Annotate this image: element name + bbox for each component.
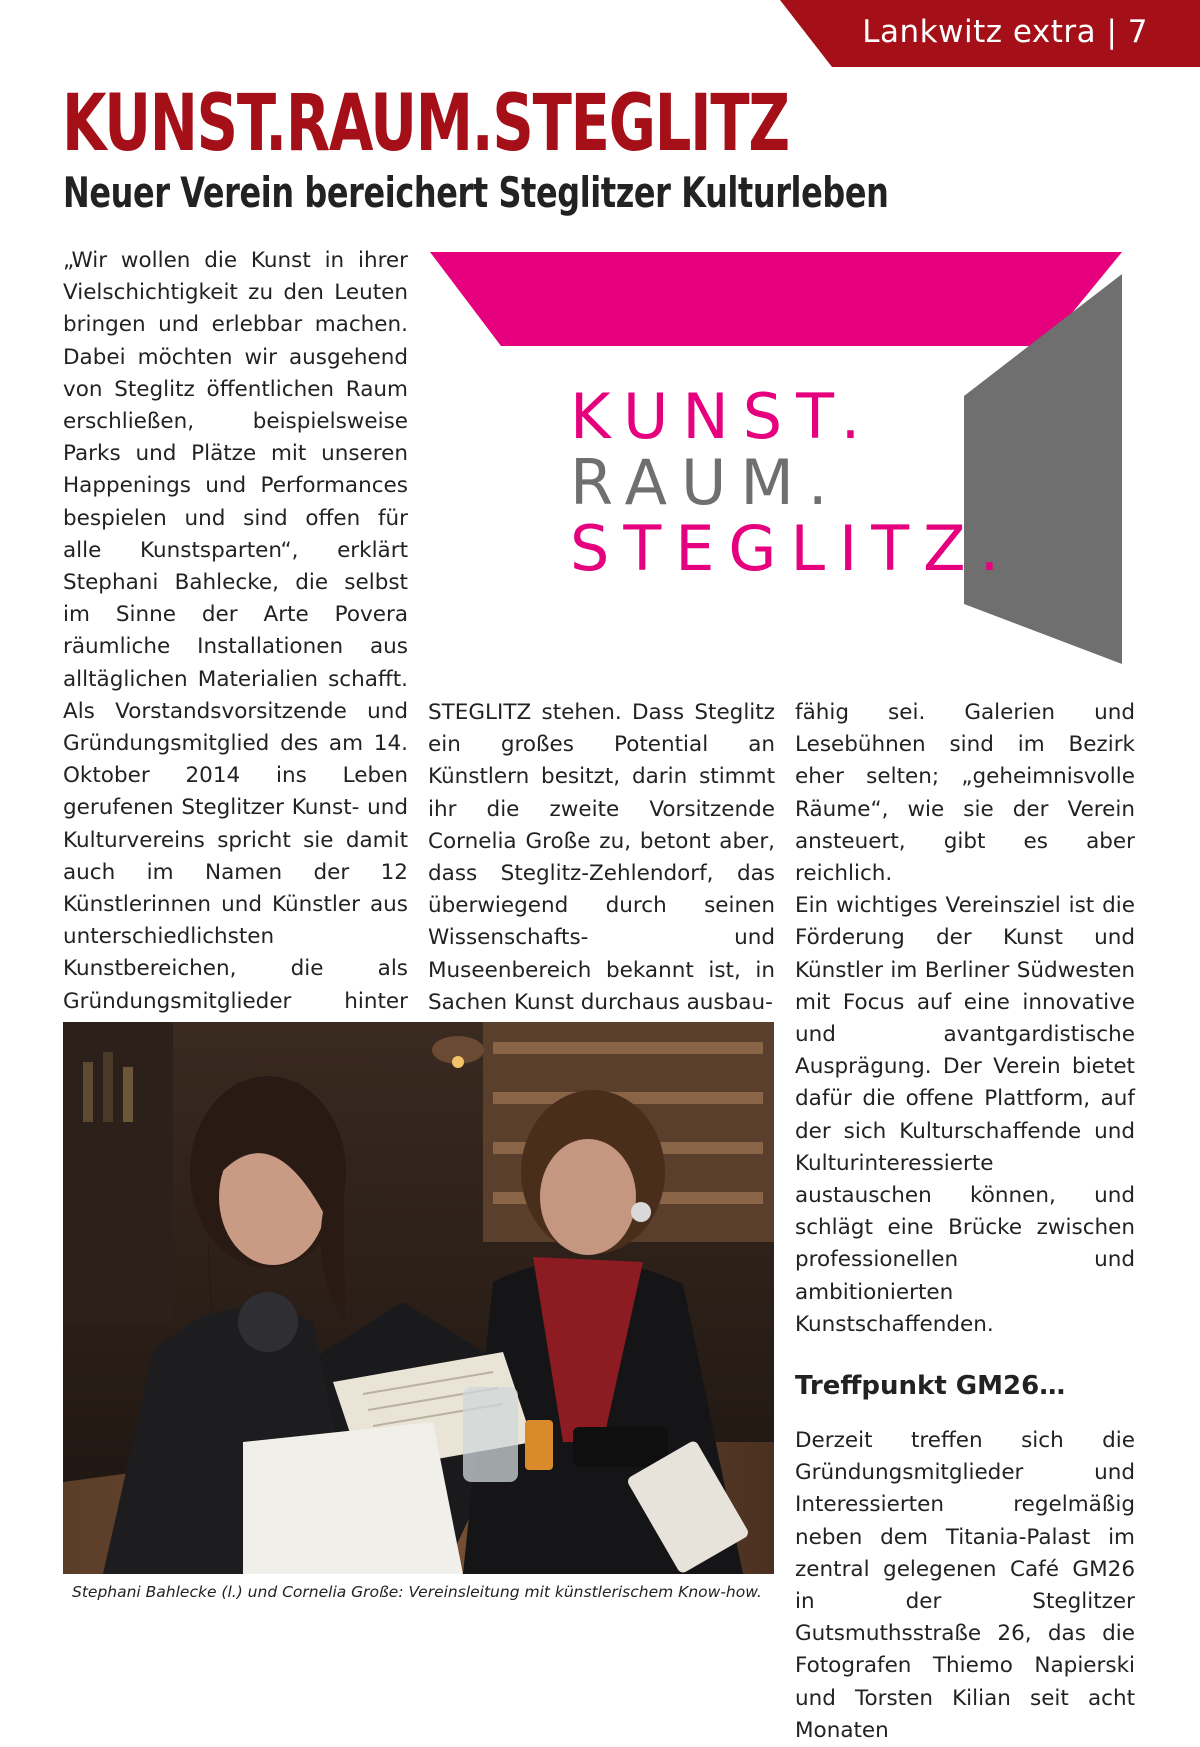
col1-paragraph: „Wir wollen die Kunst in ihrer Vielschichtigkeit zu den Leuten bringen und erlebbar machen. Dabei möchten wir ausgehend von Steglitz öffentlichen Raum erschließen, beispielsweise Parks und Plätze mit unseren Happenings und Performances bespielen und sind offen für alle Kunstsparten“, erklärt Stephani Bahlecke, die selbst im Sinne der Arte Povera räumliche Installationen aus alltäglichen Materialien schafft. Als Vorstandsvorsitzende und Gründungsmitglied des am 14. Oktober 2014 ins Leben gerufenen Steglitzer Kunst- und Kulturvereins spricht sie damit auch im Namen der 12 Künstlerinnen und Künstler aus unterschiedlichsten Kunstbereichen, die als Gründungsmitglieder hinter [63, 248, 408, 1014]
photo-illustration [63, 1022, 774, 1574]
logo-text-raum: RAUM. [570, 446, 842, 519]
col3-paragraph-1: fähig sei. Galerien und Lesebühnen sind im Bezirk eher selten; „geheimnisvolle Räume“, wie sie der Verein ansteuert, gibt es aber reichlich. [795, 700, 1135, 887]
article-subheadline: Neuer Verein bereichert Steglitzer Kulturleben [63, 168, 889, 217]
logo-text-steglitz: STEGLITZ. [570, 512, 1014, 585]
text-column-1 [63, 245, 408, 1050]
text-column-2 [428, 697, 775, 1019]
col3-paragraph-3: Derzeit treffen sich die Gründungsmitglieder und Interessierten regelmäßig neben dem Titania-Palast im zentral gelegenen Café GM26 in der Steglitzer Gutsmuthsstraße 26, das die Fotografen Thiemo Napierski und Torsten Kilian seit acht Monaten [795, 1428, 1135, 1743]
text-column-3 [795, 697, 1135, 1747]
logo-text-kunst: KUNST. [570, 380, 875, 453]
section-heading-treffpunkt: Treffpunkt GM26… [795, 1371, 1066, 1402]
page-header-tab [780, 0, 1200, 67]
col2-paragraph: STEGLITZ stehen. Dass Steglitz ein großes Potential an Künstlern besitzt, darin stimmt ihr die zweite Vorsitzende Cornelia Große zu, betont aber, dass Steglitz-Zehlendorf, das überwiegend durch seinen Wissenschafts- und Museenbereich bekannt ist, in Sachen Kunst durchaus ausbau- [428, 700, 775, 1015]
page-label: Lankwitz extra | 7 [862, 14, 1148, 50]
photo-caption: Stephani Bahlecke (l.) und Cornelia Große: Vereinsleitung mit künstlerischem Know-how. [72, 1583, 762, 1601]
article-photo [63, 1022, 774, 1574]
col3-paragraph-2: Ein wichtiges Vereinsziel ist die Förderung der Kunst und Künstler im Berliner Südwesten mit Focus auf eine innovative und avantgardistische Ausprägung. Der Verein bietet dafür die offene Plattform, auf der sich Kulturschaffende und Kulturinteressierte austauschen können, und schlägt eine Brücke zwischen professionellen und ambitionierten Kunstschaffenden. [795, 893, 1135, 1337]
article-headline: KUNST.RAUM.STEGLITZ [62, 79, 789, 169]
